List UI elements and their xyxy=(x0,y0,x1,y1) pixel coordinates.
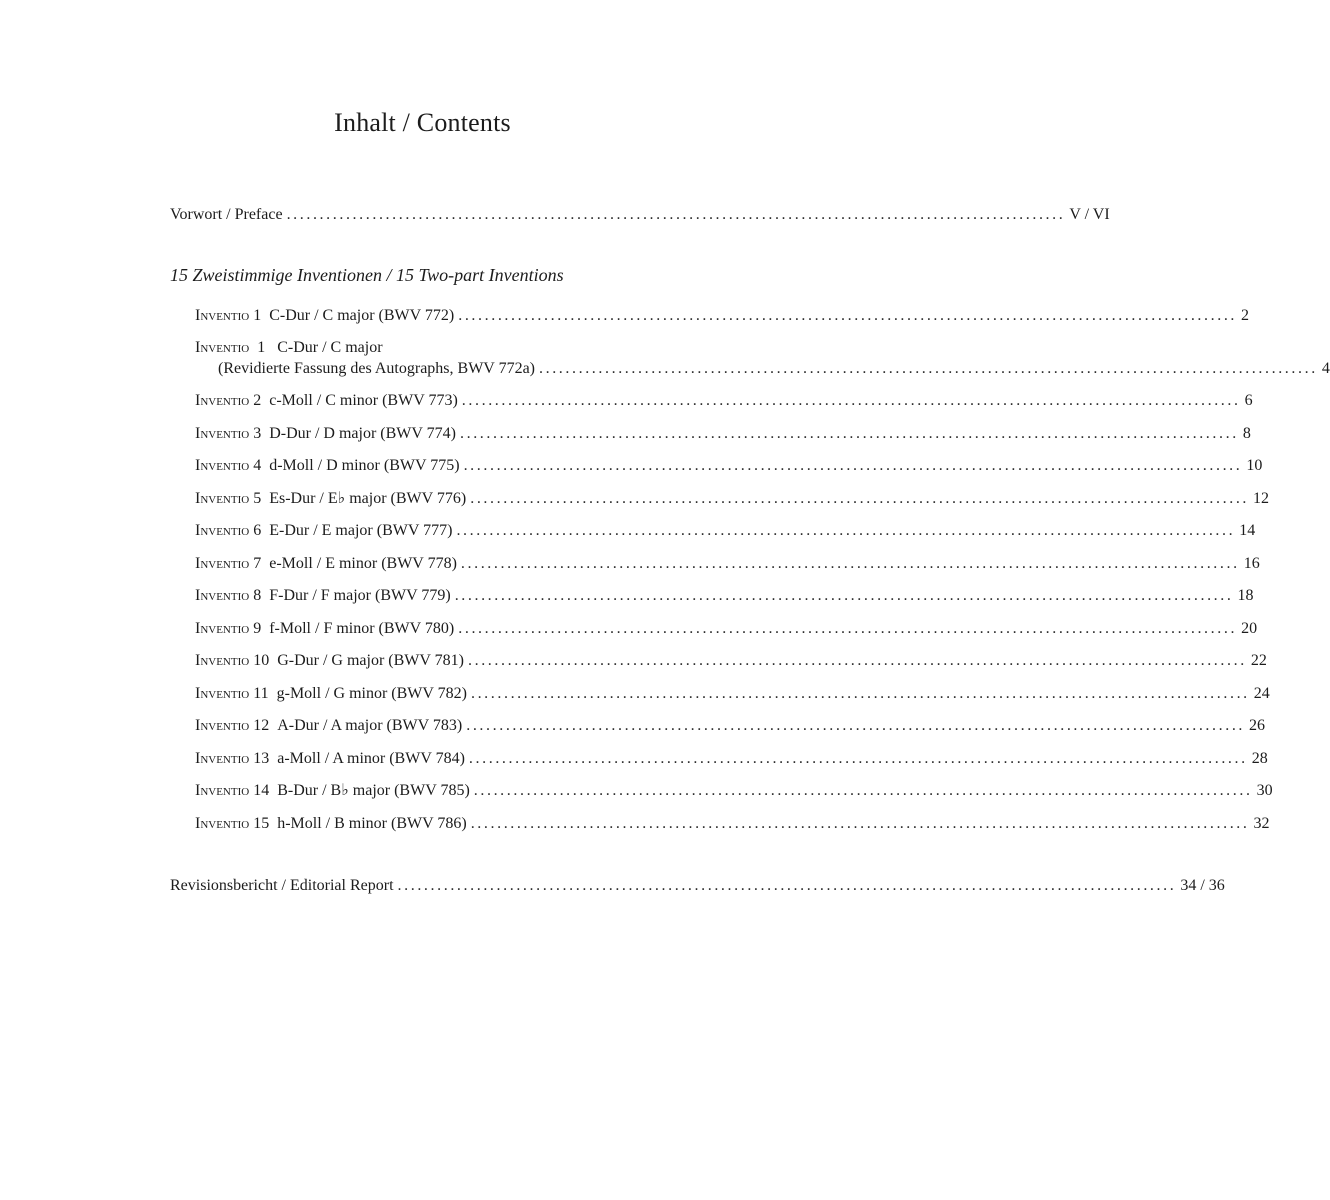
toc-entry-inventio-12[interactable] xyxy=(195,716,1266,736)
inventio-title: C-Dur / C major (BWV 772) xyxy=(269,307,455,324)
toc-entry-label: Revisionsbericht / Editorial Report xyxy=(170,877,394,894)
section-heading: 15 Zweistimmige Inventionen / 15 Two-part Inventions xyxy=(170,265,564,285)
toc-page-number: 4 xyxy=(1321,360,1330,377)
toc-page-number: 12 xyxy=(1253,490,1270,507)
inventio-label: Inventio xyxy=(195,555,250,572)
inventio-number: 4 xyxy=(253,457,262,474)
toc-entry-inventio-2[interactable] xyxy=(195,391,1253,411)
inventio-title: C-Dur / C major xyxy=(277,339,383,356)
toc-entry-inventio-14[interactable] xyxy=(195,781,1273,801)
leader-dots: ...................................................................................................................... xyxy=(456,522,1236,539)
leader-dots: ...................................................................................................................... xyxy=(539,360,1318,377)
inventio-label: Inventio xyxy=(195,425,250,442)
inventio-subtitle: (Revidierte Fassung des Autographs, BWV 772a) xyxy=(218,360,535,377)
toc-page-number: 10 xyxy=(1246,457,1263,474)
inventio-title: d-Moll / D minor (BWV 775) xyxy=(269,457,460,474)
inventio-title: B-Dur / B♭ major (BWV 785) xyxy=(277,782,470,799)
leader-dots: ...................................................................................................................... xyxy=(286,206,1066,223)
toc-entry-inventio-5[interactable] xyxy=(195,489,1270,509)
inventio-label: Inventio xyxy=(195,457,250,474)
toc-page-number: 26 xyxy=(1249,717,1266,734)
inventio-number: 14 xyxy=(253,782,270,799)
toc-entry-editorial-report[interactable] xyxy=(170,876,1225,896)
toc-page-number: 6 xyxy=(1244,392,1253,409)
toc-entry-inventio-10[interactable] xyxy=(195,651,1267,671)
toc-entry-inventio-3[interactable] xyxy=(195,424,1251,444)
inventio-title: h-Moll / B minor (BWV 786) xyxy=(277,815,467,832)
leader-dots: ...................................................................................................................... xyxy=(461,392,1241,409)
toc-entry-preface[interactable] xyxy=(170,205,1110,225)
toc-entry-inventio-13[interactable] xyxy=(195,749,1268,769)
inventio-number: 2 xyxy=(253,392,262,409)
inventio-label: Inventio xyxy=(195,750,250,767)
inventio-number: 5 xyxy=(253,490,262,507)
leader-dots: ...................................................................................................................... xyxy=(473,782,1253,799)
toc-page-number: 16 xyxy=(1243,555,1260,572)
inventio-label: Inventio xyxy=(195,717,250,734)
inventio-number: 13 xyxy=(253,750,270,767)
toc-page-number: V / VI xyxy=(1069,206,1110,223)
inventio-number: 6 xyxy=(253,522,262,539)
inventio-title: A-Dur / A major (BWV 783) xyxy=(277,717,463,734)
leader-dots: ...................................................................................................................... xyxy=(466,717,1246,734)
toc-entry-inventio-4[interactable] xyxy=(195,456,1263,476)
leader-dots: ...................................................................................................................... xyxy=(460,555,1240,572)
inventio-title: c-Moll / C minor (BWV 773) xyxy=(269,392,458,409)
inventio-label: Inventio xyxy=(195,815,250,832)
inventio-number: 11 xyxy=(253,685,269,702)
toc-entry-inventio-1-revised[interactable] xyxy=(195,338,1330,379)
leader-dots: ...................................................................................................................... xyxy=(468,750,1248,767)
inventio-number: 12 xyxy=(253,717,270,734)
inventio-title: F-Dur / F major (BWV 779) xyxy=(269,587,451,604)
inventio-number: 9 xyxy=(253,620,262,637)
toc-entry-inventio-9[interactable] xyxy=(195,619,1258,639)
inventio-title: E-Dur / E major (BWV 777) xyxy=(269,522,453,539)
leader-dots: ...................................................................................................................... xyxy=(463,457,1243,474)
inventio-title: G-Dur / G major (BWV 781) xyxy=(277,652,464,669)
leader-dots: ...................................................................................................................... xyxy=(460,425,1239,442)
leader-dots: ...................................................................................................................... xyxy=(458,307,1238,324)
inventio-label: Inventio xyxy=(195,685,250,702)
toc-page-number: 22 xyxy=(1250,652,1267,669)
inventio-label: Inventio xyxy=(195,392,250,409)
inventio-number: 1 xyxy=(257,339,266,356)
toc-entry-inventio-15[interactable] xyxy=(195,814,1270,834)
inventio-label: Inventio xyxy=(195,522,250,539)
inventio-number: 7 xyxy=(253,555,262,572)
toc-entry-inventio-8[interactable] xyxy=(195,586,1254,606)
inventio-title: D-Dur / D major (BWV 774) xyxy=(269,425,456,442)
toc-page-number: 14 xyxy=(1239,522,1256,539)
inventio-title: a-Moll / A minor (BWV 784) xyxy=(277,750,465,767)
toc-page-number: 32 xyxy=(1253,815,1270,832)
toc-page-number: 2 xyxy=(1241,307,1250,324)
toc-entry-inventio-11[interactable] xyxy=(195,684,1270,704)
leader-dots: ...................................................................................................................... xyxy=(397,877,1177,894)
leader-dots: ...................................................................................................................... xyxy=(470,685,1250,702)
inventio-number: 1 xyxy=(253,307,262,324)
toc-entry-inventio-1[interactable] xyxy=(195,306,1250,326)
toc-page-number: 28 xyxy=(1251,750,1268,767)
toc-page-number: 18 xyxy=(1237,587,1254,604)
inventio-number: 8 xyxy=(253,587,262,604)
toc-page-number: 34 / 36 xyxy=(1180,877,1225,894)
toc-entry-inventio-7[interactable] xyxy=(195,554,1260,574)
inventio-label: Inventio xyxy=(195,652,250,669)
toc-page-number: 8 xyxy=(1242,425,1251,442)
inventio-title: e-Moll / E minor (BWV 778) xyxy=(269,555,457,572)
inventio-label: Inventio xyxy=(195,339,250,356)
inventio-title: Es-Dur / E♭ major (BWV 776) xyxy=(269,490,467,507)
leader-dots: ...................................................................................................................... xyxy=(458,620,1238,637)
inventio-label: Inventio xyxy=(195,620,250,637)
inventio-title: g-Moll / G minor (BWV 782) xyxy=(276,685,467,702)
toc-entry-label: Vorwort / Preface xyxy=(170,206,283,223)
leader-dots: ...................................................................................................................... xyxy=(468,652,1247,669)
inventio-number: 10 xyxy=(253,652,270,669)
leader-dots: ...................................................................................................................... xyxy=(470,815,1250,832)
toc-page-number: 20 xyxy=(1241,620,1258,637)
page-title: Inhalt / Contents xyxy=(334,108,511,137)
inventio-label: Inventio xyxy=(195,587,250,604)
toc-entry-inventio-6[interactable] xyxy=(195,521,1256,541)
inventio-label: Inventio xyxy=(195,490,250,507)
toc-page-number: 24 xyxy=(1253,685,1270,702)
inventio-number: 15 xyxy=(253,815,270,832)
leader-dots: ...................................................................................................................... xyxy=(470,490,1250,507)
inventio-label: Inventio xyxy=(195,782,250,799)
inventio-number: 3 xyxy=(253,425,262,442)
toc-page-number: 30 xyxy=(1256,782,1273,799)
leader-dots: ...................................................................................................................... xyxy=(454,587,1234,604)
inventio-title: f-Moll / F minor (BWV 780) xyxy=(269,620,455,637)
inventio-label: Inventio xyxy=(195,307,250,324)
